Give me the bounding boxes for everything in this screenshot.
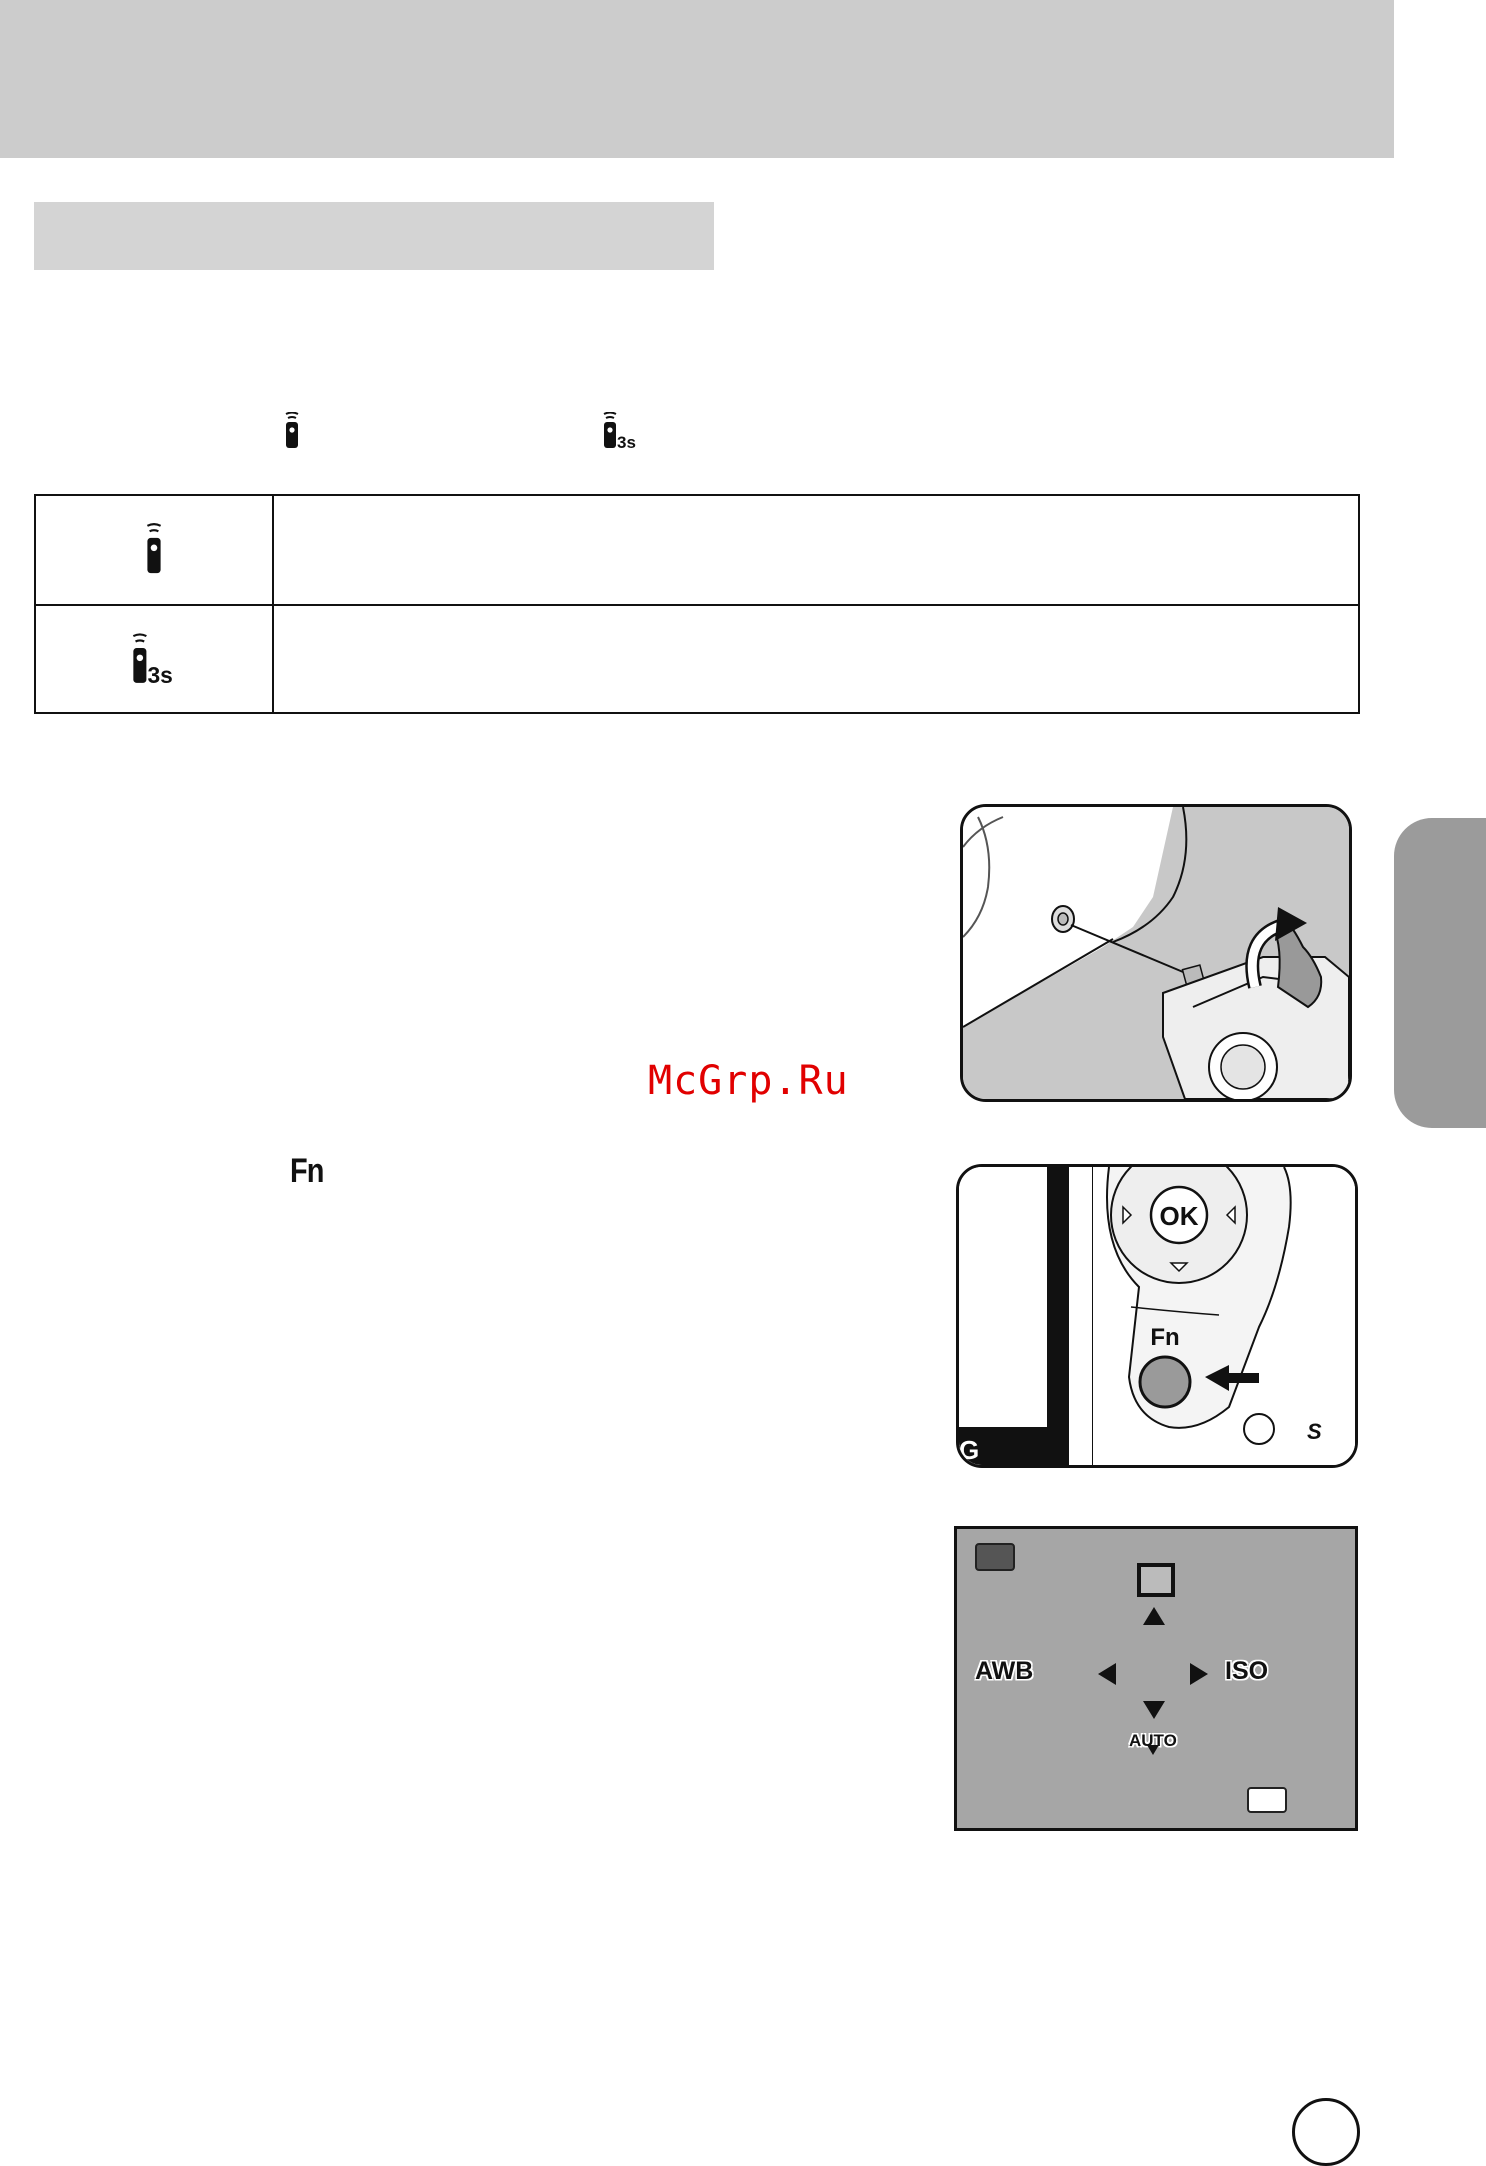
flash-auto-label: AUTO: [1129, 1731, 1177, 1750]
svg-text:G: G: [959, 1435, 980, 1465]
single-frame-icon: [1137, 1563, 1175, 1597]
fn-button-illustration: [956, 1164, 1358, 1468]
fn-button-reference: Fn: [290, 1152, 324, 1190]
page-number-circle: [1292, 2098, 1360, 2166]
remote-control-3s-icon: [600, 412, 644, 452]
flash-icon: [1147, 1745, 1159, 1755]
ok-icon-box: [1247, 1787, 1287, 1813]
left-arrow-icon: [1098, 1663, 1116, 1685]
white-balance-label: AWB: [975, 1657, 1034, 1685]
svg-text:3s: 3s: [617, 433, 636, 452]
down-arrow-icon: [1143, 1701, 1165, 1719]
chapter-side-tab: [1394, 818, 1486, 1128]
top-banner: [0, 0, 1394, 158]
watermark: McGrp.Ru: [648, 1058, 849, 1104]
section-title-bar: [34, 202, 714, 270]
fn-button-label: Fn: [1150, 1324, 1180, 1351]
right-arrow-icon: [1190, 1663, 1208, 1685]
svg-text:3s: 3s: [147, 661, 173, 688]
ok-button-label: OK: [1159, 1201, 1199, 1231]
svg-text:S: S: [1307, 1419, 1322, 1444]
remote-control-3s-icon: [129, 632, 179, 688]
remote-control-icon: [282, 412, 302, 452]
remote-control-icon: [143, 522, 165, 578]
camera-remote-illustration: [960, 804, 1352, 1102]
table-row: [36, 496, 272, 604]
iso-label: ISO: [1225, 1657, 1269, 1685]
table-row: [36, 606, 272, 714]
mode-icon: [975, 1543, 1015, 1571]
up-arrow-icon: [1143, 1607, 1165, 1625]
lcd-screen-illustration: [954, 1526, 1358, 1831]
remote-mode-table: [34, 494, 1360, 714]
